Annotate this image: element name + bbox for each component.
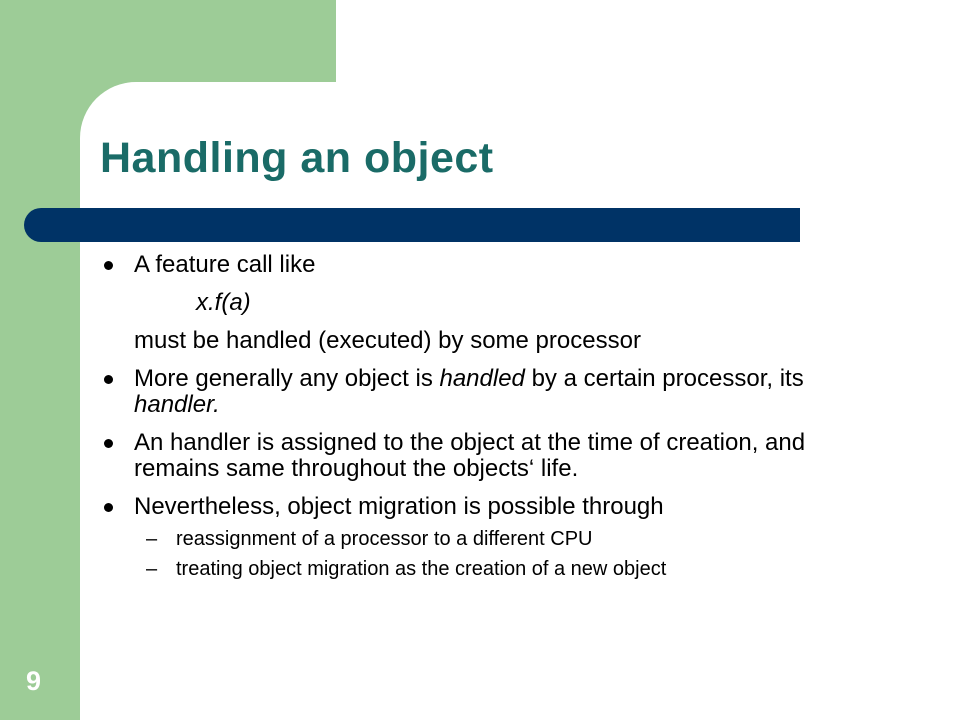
sub-bullet-text: treating object migration as the creation of a new object (176, 558, 667, 580)
bullet-text: A feature call like (134, 251, 316, 278)
dash-icon: – (146, 528, 158, 550)
page-number: 9 (26, 666, 42, 696)
bullet-text: by a certain processor, its (524, 365, 804, 392)
slide-title: Handling an object (100, 134, 494, 182)
bullet-dot-icon (104, 503, 113, 512)
bullet-dot-icon (104, 261, 113, 270)
emphasis-handler: handler. (134, 391, 220, 418)
bullet-feature-call (100, 252, 860, 354)
bullet-text: Nevertheless, object migration is possible through (134, 493, 664, 520)
sub-bullet-new-object (100, 558, 860, 580)
dash-icon: – (146, 558, 158, 580)
bullet-text: More generally any object is (134, 365, 440, 392)
bullet-text: An handler is assigned to the object at the time of creation, and remains same throughout the objects‘ life. (134, 429, 806, 482)
bullet-migration (100, 494, 860, 520)
bullet-handler-assignment (100, 430, 860, 482)
sub-bullet-text: reassignment of a processor to a different CPU (176, 528, 593, 550)
title-underline-bar (24, 208, 800, 242)
bullet-text: must be handled (executed) by some processor (134, 327, 641, 354)
bullet-dot-icon (104, 375, 113, 384)
bullet-handled (100, 366, 860, 418)
sub-bullet-reassignment (100, 528, 860, 550)
slide-content (100, 252, 860, 580)
bullet-dot-icon (104, 439, 113, 448)
code-example: x.f(a) (196, 289, 251, 316)
emphasis-handled: handled (439, 365, 525, 392)
